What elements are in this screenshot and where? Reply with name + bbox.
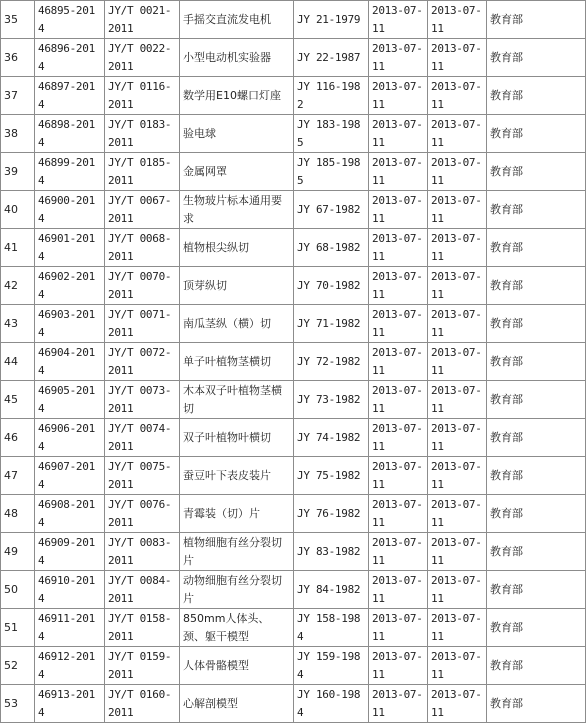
table-row — [1, 267, 586, 305]
record-code-cell: 46896-2014 — [35, 39, 105, 77]
publish-date-cell: 2013-07-11 — [369, 685, 428, 723]
standard-name-cell: 手摇交直流发电机 — [180, 1, 294, 39]
standard-number-cell: JY/T 0076-2011 — [105, 495, 180, 533]
row-index-cell: 40 — [1, 191, 35, 229]
publish-date-cell: 2013-07-11 — [369, 647, 428, 685]
implement-date-cell: 2013-07-11 — [428, 1, 487, 39]
standard-number-cell: JY/T 0084-2011 — [105, 571, 180, 609]
standard-name-cell: 小型电动机实验器 — [180, 39, 294, 77]
replaced-standard-cell: JY 185-1985 — [294, 153, 369, 191]
department-cell: 教育部 — [487, 305, 586, 343]
standard-name-cell: 金属网罩 — [180, 153, 294, 191]
replaced-standard-cell: JY 71-1982 — [294, 305, 369, 343]
standard-name-cell: 南瓜茎纵（横）切 — [180, 305, 294, 343]
record-code-cell: 46901-2014 — [35, 229, 105, 267]
standard-number-cell: JY/T 0158-2011 — [105, 609, 180, 647]
implement-date-cell: 2013-07-11 — [428, 39, 487, 77]
standard-name-cell: 生物玻片标本通用要求 — [180, 191, 294, 229]
publish-date-cell: 2013-07-11 — [369, 495, 428, 533]
replaced-standard-cell: JY 76-1982 — [294, 495, 369, 533]
replaced-standard-cell: JY 21-1979 — [294, 1, 369, 39]
implement-date-cell: 2013-07-11 — [428, 533, 487, 571]
record-code-cell: 46907-2014 — [35, 457, 105, 495]
implement-date-cell: 2013-07-11 — [428, 419, 487, 457]
record-code-cell: 46909-2014 — [35, 533, 105, 571]
standard-name-cell: 植物根尖纵切 — [180, 229, 294, 267]
standard-number-cell: JY/T 0185-2011 — [105, 153, 180, 191]
department-cell: 教育部 — [487, 343, 586, 381]
implement-date-cell: 2013-07-11 — [428, 457, 487, 495]
replaced-standard-cell: JY 68-1982 — [294, 229, 369, 267]
publish-date-cell: 2013-07-11 — [369, 229, 428, 267]
department-cell: 教育部 — [487, 229, 586, 267]
replaced-standard-cell: JY 159-1984 — [294, 647, 369, 685]
publish-date-cell: 2013-07-11 — [369, 609, 428, 647]
department-cell: 教育部 — [487, 1, 586, 39]
department-cell: 教育部 — [487, 685, 586, 723]
replaced-standard-cell: JY 73-1982 — [294, 381, 369, 419]
table-row — [1, 1, 586, 39]
implement-date-cell: 2013-07-11 — [428, 495, 487, 533]
row-index-cell: 39 — [1, 153, 35, 191]
record-code-cell: 46905-2014 — [35, 381, 105, 419]
record-code-cell: 46898-2014 — [35, 115, 105, 153]
replaced-standard-cell: JY 70-1982 — [294, 267, 369, 305]
department-cell: 教育部 — [487, 381, 586, 419]
table-body — [1, 1, 586, 723]
row-index-cell: 45 — [1, 381, 35, 419]
standard-number-cell: JY/T 0070-2011 — [105, 267, 180, 305]
row-index-cell: 41 — [1, 229, 35, 267]
standard-number-cell: JY/T 0068-2011 — [105, 229, 180, 267]
standard-name-cell: 双子叶植物叶横切 — [180, 419, 294, 457]
row-index-cell: 43 — [1, 305, 35, 343]
table-row — [1, 419, 586, 457]
publish-date-cell: 2013-07-11 — [369, 267, 428, 305]
publish-date-cell: 2013-07-11 — [369, 191, 428, 229]
department-cell: 教育部 — [487, 39, 586, 77]
standard-name-cell: 青霉装（切）片 — [180, 495, 294, 533]
standard-name-cell: 心解剖模型 — [180, 685, 294, 723]
standard-name-cell: 植物细胞有丝分裂切片 — [180, 533, 294, 571]
publish-date-cell: 2013-07-11 — [369, 305, 428, 343]
record-code-cell: 46895-2014 — [35, 1, 105, 39]
standard-name-cell: 验电球 — [180, 115, 294, 153]
department-cell: 教育部 — [487, 191, 586, 229]
row-index-cell: 37 — [1, 77, 35, 115]
standard-number-cell: JY/T 0075-2011 — [105, 457, 180, 495]
replaced-standard-cell: JY 160-1984 — [294, 685, 369, 723]
publish-date-cell: 2013-07-11 — [369, 39, 428, 77]
row-index-cell: 48 — [1, 495, 35, 533]
department-cell: 教育部 — [487, 457, 586, 495]
standard-number-cell: JY/T 0116-2011 — [105, 77, 180, 115]
department-cell: 教育部 — [487, 115, 586, 153]
standard-number-cell: JY/T 0083-2011 — [105, 533, 180, 571]
row-index-cell: 44 — [1, 343, 35, 381]
department-cell: 教育部 — [487, 77, 586, 115]
row-index-cell: 46 — [1, 419, 35, 457]
table-row — [1, 381, 586, 419]
replaced-standard-cell: JY 67-1982 — [294, 191, 369, 229]
row-index-cell: 50 — [1, 571, 35, 609]
implement-date-cell: 2013-07-11 — [428, 77, 487, 115]
table-row — [1, 571, 586, 609]
publish-date-cell: 2013-07-11 — [369, 77, 428, 115]
table-row — [1, 77, 586, 115]
standard-name-cell: 蚕豆叶下表皮装片 — [180, 457, 294, 495]
standard-number-cell: JY/T 0067-2011 — [105, 191, 180, 229]
implement-date-cell: 2013-07-11 — [428, 343, 487, 381]
record-code-cell: 46911-2014 — [35, 609, 105, 647]
standard-name-cell: 单子叶植物茎横切 — [180, 343, 294, 381]
publish-date-cell: 2013-07-11 — [369, 571, 428, 609]
implement-date-cell: 2013-07-11 — [428, 267, 487, 305]
department-cell: 教育部 — [487, 153, 586, 191]
publish-date-cell: 2013-07-11 — [369, 343, 428, 381]
replaced-standard-cell: JY 84-1982 — [294, 571, 369, 609]
implement-date-cell: 2013-07-11 — [428, 647, 487, 685]
implement-date-cell: 2013-07-11 — [428, 685, 487, 723]
implement-date-cell: 2013-07-11 — [428, 191, 487, 229]
department-cell: 教育部 — [487, 609, 586, 647]
table-row — [1, 685, 586, 723]
replaced-standard-cell: JY 183-1985 — [294, 115, 369, 153]
record-code-cell: 46913-2014 — [35, 685, 105, 723]
table-row — [1, 495, 586, 533]
standard-name-cell: 动物细胞有丝分裂切片 — [180, 571, 294, 609]
standard-number-cell: JY/T 0021-2011 — [105, 1, 180, 39]
standard-number-cell: JY/T 0022-2011 — [105, 39, 180, 77]
record-code-cell: 46906-2014 — [35, 419, 105, 457]
record-code-cell: 46904-2014 — [35, 343, 105, 381]
publish-date-cell: 2013-07-11 — [369, 1, 428, 39]
department-cell: 教育部 — [487, 267, 586, 305]
standard-number-cell: JY/T 0071-2011 — [105, 305, 180, 343]
table-row — [1, 609, 586, 647]
record-code-cell: 46897-2014 — [35, 77, 105, 115]
publish-date-cell: 2013-07-11 — [369, 381, 428, 419]
publish-date-cell: 2013-07-11 — [369, 533, 428, 571]
implement-date-cell: 2013-07-11 — [428, 571, 487, 609]
row-index-cell: 47 — [1, 457, 35, 495]
row-index-cell: 42 — [1, 267, 35, 305]
row-index-cell: 51 — [1, 609, 35, 647]
record-code-cell: 46899-2014 — [35, 153, 105, 191]
department-cell: 教育部 — [487, 419, 586, 457]
department-cell: 教育部 — [487, 571, 586, 609]
standard-number-cell: JY/T 0074-2011 — [105, 419, 180, 457]
implement-date-cell: 2013-07-11 — [428, 115, 487, 153]
table-row — [1, 115, 586, 153]
standard-name-cell: 人体骨骼模型 — [180, 647, 294, 685]
row-index-cell: 49 — [1, 533, 35, 571]
department-cell: 教育部 — [487, 647, 586, 685]
implement-date-cell: 2013-07-11 — [428, 381, 487, 419]
table-row — [1, 343, 586, 381]
publish-date-cell: 2013-07-11 — [369, 153, 428, 191]
row-index-cell: 35 — [1, 1, 35, 39]
standard-number-cell: JY/T 0160-2011 — [105, 685, 180, 723]
standard-name-cell: 850mm人体头、颈、躯干模型 — [180, 609, 294, 647]
table-row — [1, 153, 586, 191]
record-code-cell: 46910-2014 — [35, 571, 105, 609]
replaced-standard-cell: JY 158-1984 — [294, 609, 369, 647]
row-index-cell: 36 — [1, 39, 35, 77]
standard-name-cell: 木本双子叶植物茎横切 — [180, 381, 294, 419]
table-row — [1, 457, 586, 495]
table-row — [1, 533, 586, 571]
table-row — [1, 39, 586, 77]
row-index-cell: 38 — [1, 115, 35, 153]
row-index-cell: 52 — [1, 647, 35, 685]
table-row — [1, 305, 586, 343]
publish-date-cell: 2013-07-11 — [369, 419, 428, 457]
publish-date-cell: 2013-07-11 — [369, 115, 428, 153]
implement-date-cell: 2013-07-11 — [428, 229, 487, 267]
replaced-standard-cell: JY 72-1982 — [294, 343, 369, 381]
replaced-standard-cell: JY 83-1982 — [294, 533, 369, 571]
standard-number-cell: JY/T 0073-2011 — [105, 381, 180, 419]
department-cell: 教育部 — [487, 495, 586, 533]
record-code-cell: 46908-2014 — [35, 495, 105, 533]
record-code-cell: 46903-2014 — [35, 305, 105, 343]
standard-name-cell: 顶芽纵切 — [180, 267, 294, 305]
department-cell: 教育部 — [487, 533, 586, 571]
implement-date-cell: 2013-07-11 — [428, 153, 487, 191]
record-code-cell: 46900-2014 — [35, 191, 105, 229]
replaced-standard-cell: JY 22-1987 — [294, 39, 369, 77]
standard-name-cell: 数学用E10螺口灯座 — [180, 77, 294, 115]
implement-date-cell: 2013-07-11 — [428, 609, 487, 647]
standard-number-cell: JY/T 0183-2011 — [105, 115, 180, 153]
implement-date-cell: 2013-07-11 — [428, 305, 487, 343]
standard-number-cell: JY/T 0159-2011 — [105, 647, 180, 685]
replaced-standard-cell: JY 75-1982 — [294, 457, 369, 495]
record-code-cell: 46912-2014 — [35, 647, 105, 685]
record-code-cell: 46902-2014 — [35, 267, 105, 305]
standard-number-cell: JY/T 0072-2011 — [105, 343, 180, 381]
replaced-standard-cell: JY 74-1982 — [294, 419, 369, 457]
row-index-cell: 53 — [1, 685, 35, 723]
table-row — [1, 647, 586, 685]
table-row — [1, 191, 586, 229]
publish-date-cell: 2013-07-11 — [369, 457, 428, 495]
replaced-standard-cell: JY 116-1982 — [294, 77, 369, 115]
table-row — [1, 229, 586, 267]
